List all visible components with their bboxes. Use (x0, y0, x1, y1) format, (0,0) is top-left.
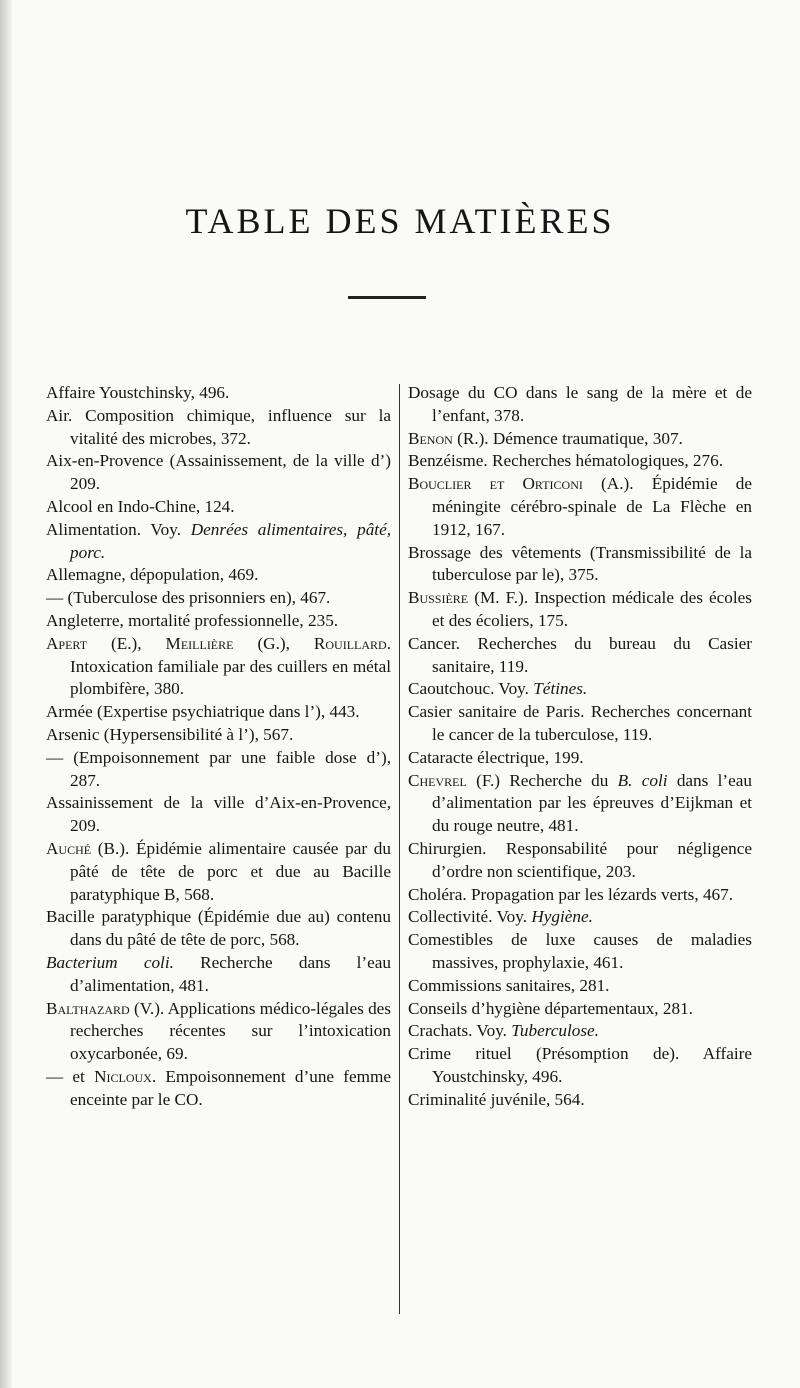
index-entry (408, 1043, 752, 1089)
entry-text: Épidémie de méningite cérébro-spinale de La Flèche en 1912, 167. (432, 474, 752, 539)
entry-italic-term: Denrées alimentaires, pâté, porc. (70, 519, 391, 562)
entry-text: Cancer. Recherches du bureau du Casier sanitaire, 119. (408, 633, 752, 676)
index-entry (46, 450, 391, 496)
index-entry (46, 633, 391, 701)
entry-text: Crime rituel (Présomption de). Affaire Youstchinsky, 496. (408, 1044, 752, 1086)
entry-text: Allemagne, dépopulation, 469. (46, 565, 259, 585)
entry-text: Affaire Youstchinsky, 496. (46, 383, 230, 402)
index-entry (408, 747, 752, 770)
entry-author: Auché (B.). (46, 838, 130, 858)
entry-text: Aix-en-Provence (Assainissement, de la ville d’) 209. (46, 451, 391, 494)
entry-text: Assainissement de la ville d’Aix-en-Provence, 209. (46, 793, 391, 836)
entry-text: Épidémie alimentaire causée par du pâté de tête de porc et due au Bacille paratyphique B, 568. (70, 838, 391, 904)
index-entry (408, 701, 752, 747)
index-entry (46, 952, 391, 998)
index-entry (46, 382, 391, 405)
index-entry (46, 792, 391, 838)
index-entry (408, 587, 752, 633)
index-entry (46, 1066, 391, 1112)
entry-text: Inspection médicale des écoles et des écoliers, 175. (432, 588, 752, 630)
entry-text: Applications médico-légales des recherches récentes sur l’intoxication oxycarbonée, 69. (70, 998, 391, 1064)
entry-text: Empoisonnement d’une femme enceinte par le CO. (70, 1066, 391, 1109)
index-entry (408, 884, 752, 907)
entry-text: Alcool en Indo-Chine, 124. (46, 496, 235, 516)
entry-text: Casier sanitaire de Paris. Recherches concernant le cancer de la tuberculose, 119. (408, 702, 752, 744)
index-entry (408, 542, 752, 588)
entry-italic-term: B. coli (617, 770, 668, 790)
index-entry (408, 382, 752, 428)
entry-prefix: Caoutchouc. Voy. (408, 679, 534, 699)
index-entry (408, 473, 752, 541)
index-entry (408, 633, 752, 679)
entry-text: Recherche dans l’eau d’alimentation, 481. (70, 952, 391, 995)
entry-text: Bacille paratyphique (Épidémie due au) contenu dans du pâté de tête de porc, 568. (46, 907, 391, 950)
entry-text: Angleterre, mortalité professionnelle, 235. (46, 610, 339, 630)
index-entry (46, 610, 391, 633)
title-rule (348, 296, 426, 299)
index-entry (46, 838, 391, 906)
index-entry (408, 428, 752, 451)
entry-text: Commissions sanitaires, 281. (408, 975, 610, 995)
index-entry (46, 724, 391, 747)
index-entry (46, 747, 391, 793)
entry-text: — (Empoisonnement par une faible dose d’), 287. (46, 747, 391, 790)
index-column-right (408, 382, 752, 1112)
entry-text: Conseils d’hygiène départementaux, 281. (408, 998, 693, 1018)
index-column-left (46, 382, 391, 1112)
entry-author: Benon (R.). (408, 428, 489, 448)
entry-italic-term: Hygiène. (531, 907, 593, 927)
index-entry (46, 906, 391, 952)
entry-author: Bussière (M. F.). (408, 588, 529, 608)
entry-author: Balthazard (V.). (46, 998, 165, 1018)
entry-text: Arsenic (Hypersensibilité à l’), 567. (46, 724, 294, 744)
entry-text: Criminalité juvénile, 564. (408, 1089, 585, 1109)
entry-prefix: Crachats. Voy. (408, 1021, 512, 1041)
entry-author: Chevrel (F.) (408, 770, 501, 790)
entry-text: Recherche du (500, 770, 618, 790)
entry-text: Dosage du CO dans le sang de la mère et de l’enfant, 378. (408, 383, 752, 425)
entry-text: Benzéisme. Recherches hématologiques, 276. (408, 451, 724, 471)
index-entry (408, 1020, 752, 1043)
index-entry (408, 770, 752, 838)
index-entry (408, 678, 752, 701)
index-entry (46, 998, 391, 1066)
entry-text: Air. Composition chimique, influence sur la vitalité des microbes, 372. (46, 405, 391, 448)
entry-italic-term: Tuberculose. (511, 1021, 599, 1041)
entry-italic-term: Tétines. (533, 679, 588, 699)
entry-italic-term: Bacterium coli. (46, 952, 174, 972)
entry-text: Comestibles de luxe causes de maladies massives, prophylaxie, 461. (408, 930, 752, 972)
entry-prefix: — et (46, 1066, 95, 1086)
index-entry (46, 405, 391, 451)
index-entry (46, 701, 391, 724)
entry-text: — (Tuberculose des prisonniers en), 467. (46, 588, 331, 608)
entry-text: Chirurgien. Responsabilité pour négligence d’ordre non scientifique, 203. (408, 838, 752, 881)
entry-author: Bouclier et Orticoni (A.). (408, 474, 634, 494)
index-entry (46, 519, 391, 565)
index-entry (408, 838, 752, 884)
entry-author: Apert (E.), Meillière (G.), Rouillard. (46, 633, 391, 653)
column-divider (399, 384, 400, 1314)
entry-author: Nicloux. (94, 1066, 157, 1086)
index-entry (408, 998, 752, 1021)
page-title: TABLE DES MATIÈRES (185, 201, 615, 241)
entry-text: Cataracte électrique, 199. (408, 747, 584, 767)
index-entry (408, 906, 752, 929)
entry-text: Démence traumatique, 307. (488, 428, 683, 448)
index-entry (408, 1089, 752, 1112)
entry-text-continued: dans l’eau d’alimentation par les épreuves d’Eijkman et du rouge neutre, 481. (432, 770, 752, 836)
entry-text: Choléra. Propagation par les lézards verts, 467. (408, 884, 734, 904)
entry-prefix: Alimentation. Voy. (46, 519, 191, 539)
entry-prefix: Collectivité. Voy. (408, 907, 532, 927)
index-entry (46, 564, 391, 587)
entry-text: Intoxication familiale par des cuillers en métal plombifère, 380. (70, 656, 391, 699)
index-entry (46, 587, 391, 610)
index-entry (408, 929, 752, 975)
index-entry (46, 496, 391, 519)
entry-text: Armée (Expertise psychiatrique dans l’), 443. (46, 702, 360, 722)
index-entry (408, 975, 752, 998)
index-entry (408, 450, 752, 473)
entry-text: Brossage des vêtements (Transmissibilité de la tuberculose par le), 375. (408, 542, 752, 585)
